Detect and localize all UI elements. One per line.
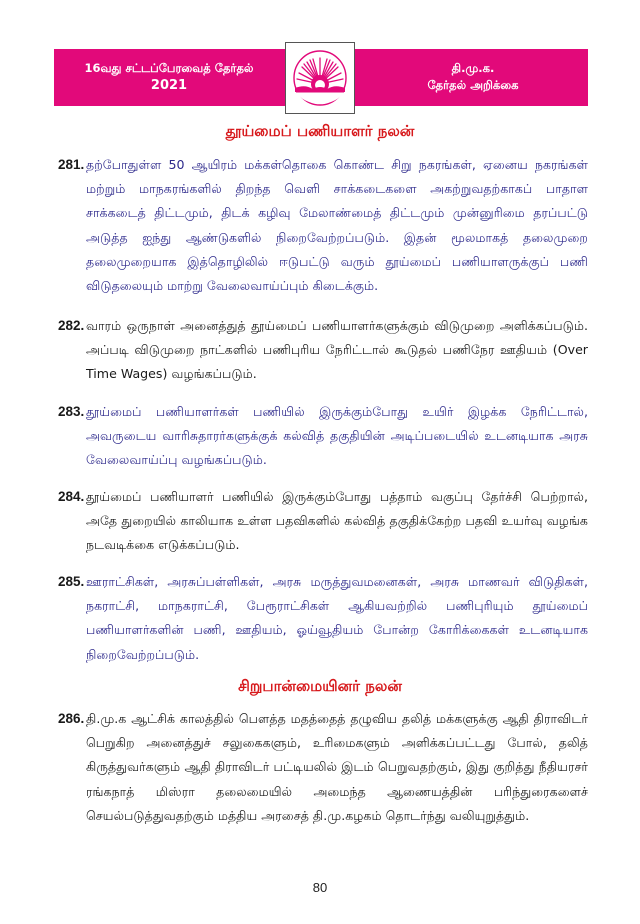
- section-heading-sanitation-workers: தூய்மைப் பணியாளர் நலன்: [225, 122, 415, 140]
- banner-left-text: [54, 49, 284, 106]
- manifesto-title: தேர்தல் அறிக்கை: [427, 78, 519, 92]
- item-text: வாரம் ஒருநாள் அனைத்துத் தூய்மைப் பணியாளர்களுக்கும் விடுமுறை அளிக்கப்படும். அப்படி விடுமுறை நாட்களில் பணிபுரிய நேரிட்டால் கூடுதல் பணிநேர ஊதியம் (Over Time Wages) வழங்கப்படும்.: [86, 318, 588, 382]
- manifesto-item-284: [58, 485, 588, 558]
- election-title: 16வது சட்டப்பேரவைத் தேர்தல்: [84, 61, 254, 75]
- manifesto-item-281: [58, 153, 588, 298]
- item-text: ஊராட்சிகள், அரசுப்பள்ளிகள், அரசு மருத்துவமனைகள், அரசு மாணவர் விடுதிகள், நகராட்சி, மாநகராட்சி, பேரூராட்சிகள் ஆகியவற்றில் பணிபுரியும் தூய்மைப் பணியாளர்களின் பணி, ஊதியம், ஓய்வூதியம் போன்ற கோரிக்கைகள் உடனடியாக நிறைவேற்றப்படும்.: [86, 574, 588, 662]
- manifesto-item-286: [58, 707, 588, 828]
- item-number: 283.: [58, 404, 85, 419]
- section-heading-minorities-welfare: சிறுபான்மையினர் நலன்: [238, 677, 402, 695]
- page-number: 80: [312, 880, 328, 895]
- item-text: தூய்மைப் பணியாளர் பணியில் இருக்கும்போது பத்தாம் வகுப்பு தேர்ச்சி பெற்றால், அதே துறையில் காலியாக உள்ள பதவிகளில் கல்வித் தகுதிக்கேற்ற பதவி உயர்வு வழங்க நடவடிக்கை எடுக்கப்படும்.: [86, 489, 589, 553]
- manifesto-item-283: [58, 400, 588, 473]
- manifesto-item-282: [58, 314, 588, 387]
- item-number: 284.: [58, 489, 85, 504]
- item-number: 285.: [58, 574, 85, 589]
- manifesto-item-285: [58, 570, 588, 667]
- party-logo: [285, 42, 355, 114]
- item-number: 286.: [58, 711, 85, 726]
- item-number: 282.: [58, 318, 85, 333]
- party-name: தி.மு.க.: [451, 61, 495, 75]
- banner-right-text: [358, 49, 588, 106]
- item-text: தற்போதுள்ள 50 ஆயிரம் மக்கள்தொகை கொண்ட சிறு நகரங்கள், ஏனைய நகரங்கள் மற்றும் மாநகரங்களில் திறந்த வெளி சாக்கடைகளை அகற்றுவதற்காகப் பாதாள சாக்கடைத் திட்டமும், திடக் கழிவு மேலாண்மைத் திட்டமும் முன்னுரிமை தரப்பட்டு அடுத்த ஐந்து ஆண்டுகளில் நிறைவேற்றப்படும். இதன் மூலமாகத் தலைமுறை தலைமுறையாக இத்தொழிலில் ஈடுபட்டு வரும் தூய்மைப் பணியாளருக்குப் பணி விடுதலையும் மாற்று வேலைவாய்ப்பும் கிடைக்கும்.: [86, 157, 588, 294]
- election-year: 2021: [150, 78, 188, 93]
- item-number: 281.: [58, 157, 85, 172]
- item-text: தி.மு.க ஆட்சிக் காலத்தில் பௌத்த மதத்தைத் தழுவிய தலித் மக்களுக்கு ஆதி திராவிடர் பெறுகிற அனைத்துச் சலுகைகளும், உரிமைகளும் அளிக்கப்பட்டது போல், தலித் கிருத்துவர்களும் ஆதி திராவிடர் பட்டியலில் இடம் பெறுவதற்கும், இது குறித்து நீதியரசர் ரங்கநாத் மிஸ்ரா தலைமையில் அமைந்த ஆணையத்தின் பரிந்துரைகளைச் செயல்படுத்துவதற்கும் மத்திய அரசைத் தி.மு.கழகம் தொடர்ந்து வலியுறுத்தும்.: [86, 711, 588, 823]
- item-text: தூய்மைப் பணியாளர்கள் பணியில் இருக்கும்போது உயிர் இழக்க நேரிட்டால், அவருடைய வாரிசுதாரர்களுக்குக் கல்வித் தகுதியின் அடிப்படையில் உடனடியாக அரசு வேலைவாய்ப்பு வழங்கப்படும்.: [86, 404, 588, 468]
- rising-sun-logo-icon: [291, 48, 349, 108]
